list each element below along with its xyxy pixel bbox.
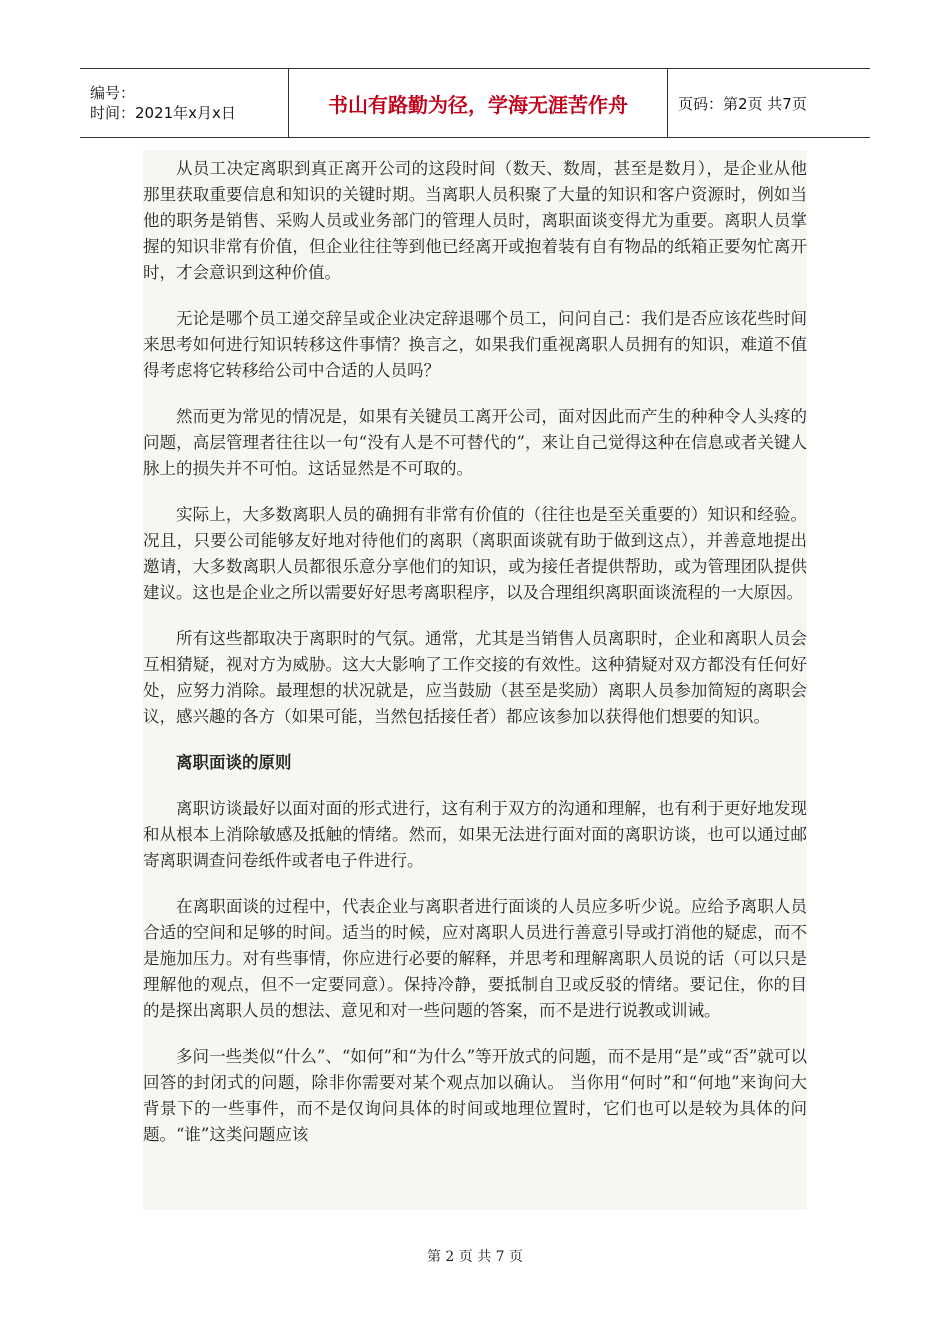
page-info-text: 页码：第2页 共7页	[678, 94, 807, 113]
article-body	[143, 150, 807, 1210]
header-page-info	[668, 69, 870, 137]
page-header	[80, 68, 870, 138]
section-heading: 离职面谈的原则	[176, 753, 292, 772]
paragraph: 实际上，大多数离职人员的确拥有非常有价值的（往往也是至关重要的）知识和经验。况且，只要公司能够友好地对待他们的离职（离职面谈就有助于做到这点），并善意地提出邀请，大多数离职人员都很乐意分享他们的知识，或为接任者提供帮助，或为管理团队提供建议。这也是企业之所以需要好好思考离职程序，以及合理组织离职面谈流程的一大原因。	[143, 505, 807, 602]
paragraph: 然而更为常见的情况是，如果有关键员工离开公司，面对因此而产生的种种令人头疼的问题，高层管理者往往以一句“没有人是不可替代的”，来让自己觉得这种在信息或者关键人脉上的损失并不可怕。这话显然是不可取的。	[143, 407, 807, 478]
paragraph: 从员工决定离职到真正离开公司的这段时间（数天、数周，甚至是数月），是企业从他那里获取重要信息和知识的关键时期。当离职人员积聚了大量的知识和客户资源时，例如当他的职务是销售、采购人员或业务部门的管理人员时，离职面谈变得尤为重要。离职人员掌握的知识非常有价值，但企业往往等到他已经离开或抱着装有自有物品的纸箱正要匆忙离开时，才会意识到这种价值。	[143, 159, 807, 282]
paragraph: 离职访谈最好以面对面的形式进行，这有利于双方的沟通和理解，也有利于更好地发现和从根本上消除敏感及抵触的情绪。然而，如果无法进行面对面的离职访谈，也可以通过邮寄离职调查问卷纸件或者电子件进行。	[143, 799, 807, 870]
paragraph: 多问一些类似“什么”、“如何”和“为什么”等开放式的问题，而不是用“是”或“否”就可以回答的封闭式的问题，除非你需要对某个观点加以确认。 当你用“何时”和“何地”来询问大背景下的一些事件，而不是仅询问具体的时间或地理位置时，它们也可以是较为具体的问题。“谁”这类问题应该	[143, 1047, 807, 1144]
paragraph: 在离职面谈的过程中，代表企业与离职者进行面谈的人员应多听少说。应给予离职人员合适的空间和足够的时间。适当的时候，应对离职人员进行善意引导或打消他的疑虑，而不是施加压力。对有些事情，你应进行必要的解释，并思考和理解离职人员说的话（可以只是理解他的观点，但不一定要同意）。保持冷静，要抵制自卫或反驳的情绪。要记住，你的目的是探出离职人员的想法、意见和对一些问题的答案，而不是进行说教或训诫。	[143, 897, 807, 1020]
document-number-label: 编号：	[90, 84, 136, 102]
motto-text: 书山有路勤为径，学海无涯苦作舟	[328, 92, 628, 117]
header-motto	[289, 69, 668, 137]
header-meta	[80, 69, 289, 137]
page-footer: 第 2 页 共 7 页	[426, 1249, 524, 1265]
paragraph: 无论是哪个员工递交辞呈或企业决定辞退哪个员工，问问自己：我们是否应该花些时间来思考如何进行知识转移这件事情？换言之，如果我们重视离职人员拥有的知识，难道不值得考虑将它转移给公司中合适的人员吗？	[143, 309, 807, 380]
document-date: 时间：2021年x月x日	[90, 104, 236, 122]
paragraph: 所有这些都取决于离职时的气氛。通常，尤其是当销售人员离职时，企业和离职人员会互相猜疑，视对方为威胁。这大大影响了工作交接的有效性。这种猜疑对双方都没有任何好处，应努力消除。最理想的状况就是，应当鼓励（甚至是奖励）离职人员参加简短的离职会议，感兴趣的各方（如果可能，当然包括接任者）都应该参加以获得他们想要的知识。	[143, 629, 807, 726]
